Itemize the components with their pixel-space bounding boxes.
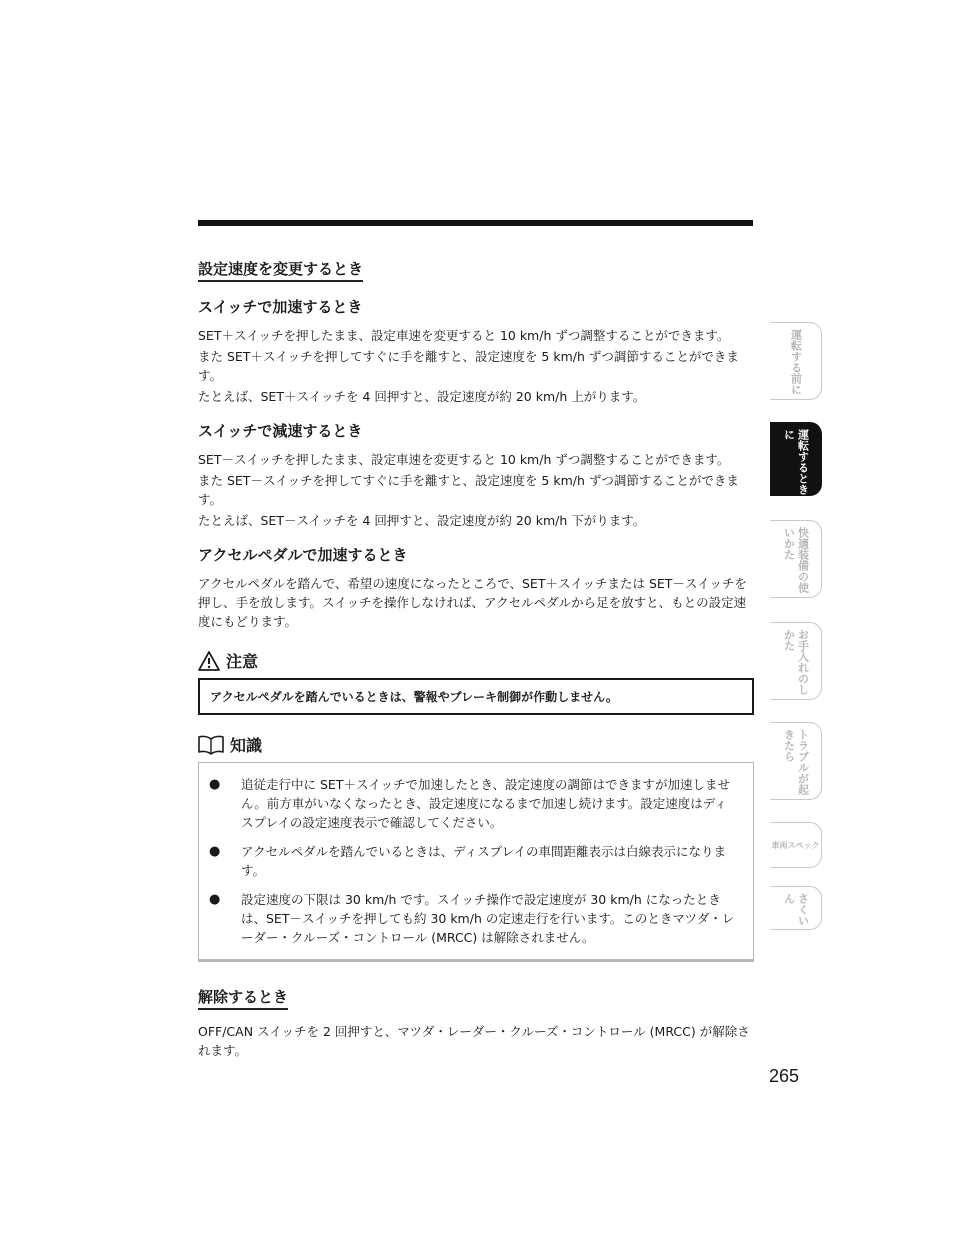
- tab-label: お手入れのしかた: [782, 629, 810, 695]
- caution-heading: [198, 649, 754, 672]
- page-number: 265: [769, 1066, 800, 1086]
- bullet-icon: ●: [209, 892, 221, 907]
- release-section: [198, 986, 754, 1060]
- info-title: 知識: [230, 736, 263, 755]
- caution-box: [198, 678, 754, 715]
- info-box: [198, 762, 754, 962]
- paragraph: また SET＋スイッチを押してすぐに手を離すと、設定速度を 5 km/h ずつ調節することができます。: [198, 349, 739, 383]
- tab-comfort-features[interactable]: [770, 520, 822, 598]
- subheading-accelerate: スイッチで加速するとき: [198, 298, 363, 316]
- tab-troubleshooting[interactable]: [770, 722, 822, 800]
- tab-index[interactable]: [770, 886, 822, 930]
- tab-label: さくいん: [782, 893, 810, 926]
- paragraph: また SET－スイッチを押してすぐに手を離すと、設定速度を 5 km/h ずつ調節することができます。: [198, 473, 739, 507]
- warning-triangle-icon: [198, 651, 220, 671]
- top-rule: [198, 220, 753, 226]
- tab-before-driving[interactable]: [770, 322, 822, 400]
- list-item: [209, 842, 739, 880]
- tab-label: トラブルが起きたら: [782, 729, 810, 795]
- tab-maintenance[interactable]: [770, 622, 822, 700]
- list-item: [209, 890, 739, 947]
- list-item: [209, 775, 739, 832]
- section-title-release: 解除するとき: [198, 986, 288, 1010]
- paragraph: アクセルペダルを踏んで、希望の速度になったところで、SET＋スイッチまたは SET－スイッチを押し、手を放します。スイッチを操作しなければ、アクセルペダルから足を放すと、もとの設定速度にもどります。: [198, 576, 747, 629]
- paragraph: OFF/CAN スイッチを 2 回押すと、マツダ・レーダー・クルーズ・コントロール (MRCC) が解除されます。: [198, 1024, 750, 1058]
- paragraph: SET－スイッチを押したまま、設定車速を変更すると 10 km/h ずつ調整することができます。: [198, 452, 730, 467]
- paragraph: SET＋スイッチを押したまま、設定車速を変更すると 10 km/h ずつ調整することができます。: [198, 328, 730, 343]
- tab-specifications[interactable]: [770, 822, 822, 868]
- subheading-pedal: アクセルペダルで加速するとき: [198, 546, 408, 564]
- list-item-text: 追従走行中に SET＋スイッチで加速したとき、設定速度の調節はできますが加速しません。前方車がいなくなったとき、設定速度になるまで加速し続けます。設定速度はディスプレイの設定速度表示で確認してください。: [241, 777, 730, 830]
- caution-title: 注意: [226, 652, 259, 671]
- tab-while-driving[interactable]: [770, 422, 822, 496]
- bullet-icon: ●: [209, 777, 221, 792]
- open-book-icon: [198, 735, 224, 755]
- tab-label: 運転するときに: [782, 429, 810, 495]
- paragraph: たとえば、SET＋スイッチを 4 回押すと、設定速度が約 20 km/h 上がります。: [198, 389, 646, 404]
- info-heading: [198, 733, 754, 756]
- subheading-decelerate: スイッチで減速するとき: [198, 422, 363, 440]
- list-item-text: アクセルペダルを踏んでいるときは、ディスプレイの車間距離表示は白線表示になります。: [241, 844, 727, 878]
- list-item-text: 設定速度の下限は 30 km/h です。スイッチ操作で設定速度が 30 km/h になったときは、SET－スイッチを押しても約 30 km/h の定速走行を行います。このときマツダ・レーダー・クルーズ・コントロール (MRCC) は解除されません。: [241, 892, 735, 945]
- tab-label: 車両スペック: [771, 840, 820, 850]
- main-content: [198, 258, 754, 1062]
- tab-label: 快適装備の使いかた: [782, 527, 810, 593]
- bullet-icon: ●: [209, 844, 221, 859]
- tab-label: 運転する前に: [789, 329, 803, 395]
- paragraph: たとえば、SET－スイッチを 4 回押すと、設定速度が約 20 km/h 下がります。: [198, 513, 646, 528]
- section-title-change-speed: 設定速度を変更するとき: [198, 258, 363, 282]
- caution-text: アクセルペダルを踏んでいるときは、警報やブレーキ制御が作動しません。: [210, 690, 618, 704]
